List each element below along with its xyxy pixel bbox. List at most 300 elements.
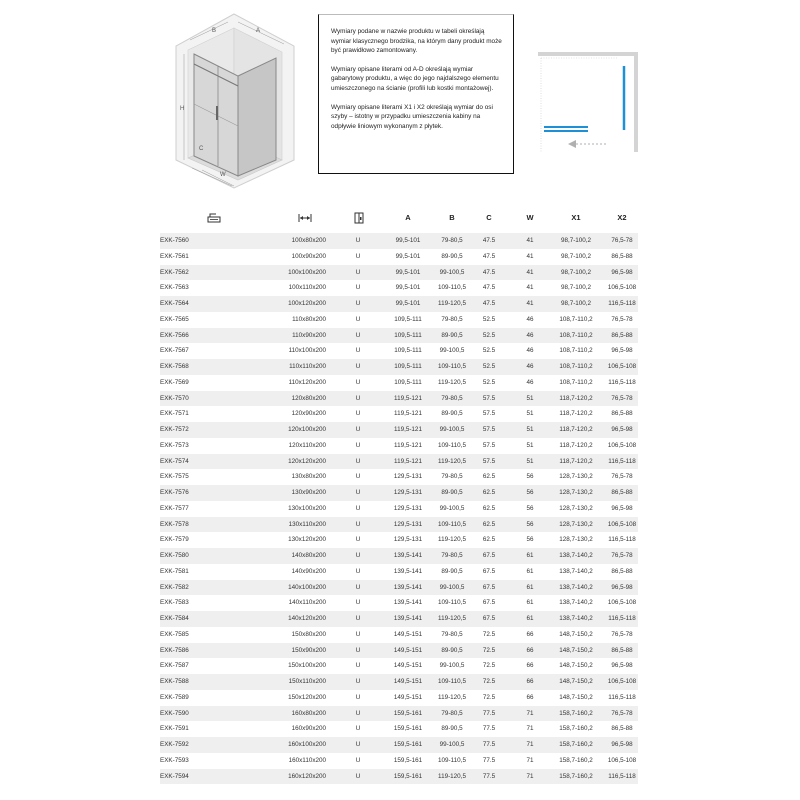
dim-label-c: C — [199, 146, 204, 152]
dim-a-cell: 159,5-161 — [393, 756, 423, 764]
dim-x2-cell: 106,5-108 — [607, 284, 637, 292]
dim-a-cell: 149,5-151 — [393, 662, 423, 670]
table-header-row — [160, 203, 638, 233]
dim-x1-cell: 148,7-150,2 — [559, 678, 593, 685]
product-code-cell: EXK-7564 — [160, 300, 189, 307]
table-row — [160, 706, 638, 722]
dim-c-cell: 47.5 — [482, 268, 496, 276]
tray-dimensions-cell: 110x120x200 — [288, 378, 326, 386]
dim-w-cell: 61 — [526, 615, 534, 622]
dim-x2-cell: 106,5-108 — [607, 520, 637, 528]
dim-c-cell: 72.5 — [482, 662, 496, 670]
dim-x1-cell: 118,7-120,2 — [559, 410, 593, 418]
dim-w-cell: 41 — [526, 268, 534, 276]
product-code-cell: EXK-7576 — [160, 489, 189, 496]
dim-x2-cell: 76,5-78 — [611, 473, 633, 481]
dim-c-cell: 77.5 — [482, 725, 496, 733]
dim-b-cell: 99-100,5 — [439, 662, 465, 670]
profile-type-cell: U — [355, 630, 361, 638]
table-row — [160, 769, 638, 785]
dim-a-cell: 149,5-151 — [393, 646, 423, 654]
dim-w-cell: 71 — [526, 772, 534, 780]
direction-arrow-icon — [568, 140, 576, 148]
profile-type-cell: U — [355, 662, 361, 670]
dim-x1-cell: 158,7-160,2 — [559, 725, 593, 733]
profile-type-cell: U — [355, 315, 361, 323]
profile-type-cell: U — [355, 394, 361, 402]
dim-b-cell: 99-100,5 — [439, 583, 465, 591]
dim-x2-cell: 116,5-118 — [608, 536, 636, 544]
table-row — [160, 674, 638, 690]
dim-x1-cell: 148,7-150,2 — [559, 630, 593, 638]
table-row — [160, 422, 638, 438]
dim-a-cell: 129,5-131 — [393, 536, 423, 544]
dim-x2-cell: 86,5-88 — [611, 410, 633, 418]
dim-c-cell: 77.5 — [482, 741, 496, 748]
tray-dimensions-cell: 120x90x200 — [291, 410, 326, 418]
table-row — [160, 265, 638, 281]
dim-label-w: W — [220, 172, 226, 178]
dim-c-cell: 67.5 — [482, 615, 496, 622]
dim-c-cell: 62.5 — [482, 536, 496, 544]
dim-x2-cell: 96,5-98 — [611, 583, 633, 591]
dim-a-cell: 129,5-131 — [393, 473, 423, 481]
dim-label-b: B — [212, 28, 217, 34]
profile-type-cell: U — [355, 441, 361, 449]
table-row — [160, 391, 638, 407]
product-code-cell: EXK-7589 — [160, 693, 189, 701]
dim-w-cell: 46 — [526, 347, 534, 355]
tray-dimensions-cell: 120x100x200 — [288, 426, 326, 433]
tray-dimensions-cell: 110x90x200 — [292, 331, 326, 339]
dim-x2-cell: 86,5-88 — [611, 252, 633, 260]
dim-x2-cell: 86,5-88 — [611, 489, 633, 496]
dim-c-cell: 67.5 — [482, 583, 496, 591]
dim-x2-cell: 76,5-78 — [611, 394, 633, 402]
product-code-cell: EXK-7592 — [160, 741, 189, 748]
table-row — [160, 343, 638, 359]
door-profile-icon — [350, 203, 368, 233]
table-row — [160, 643, 638, 659]
tray-dimensions-cell: 150x110x200 — [288, 678, 326, 685]
product-code-cell: EXK-7586 — [160, 646, 189, 654]
profile-type-cell: U — [355, 599, 361, 607]
table-row — [160, 721, 638, 737]
dim-b-cell: 119-120,5 — [438, 772, 466, 780]
tray-dimensions-cell: 100x110x200 — [288, 284, 326, 292]
dim-a-cell: 99,5-101 — [395, 237, 421, 244]
product-code-cell: EXK-7565 — [160, 315, 189, 323]
table-row — [160, 501, 638, 517]
product-code-cell: EXK-7561 — [160, 252, 189, 260]
profile-type-cell: U — [355, 284, 361, 292]
dim-x1-cell: 118,7-120,2 — [559, 441, 593, 449]
dim-c-cell: 52.5 — [482, 347, 496, 355]
dim-b-cell: 79-80,5 — [441, 315, 463, 323]
dim-c-cell: 77.5 — [482, 709, 496, 717]
dim-x2-cell: 76,5-78 — [611, 630, 633, 638]
table-row — [160, 611, 638, 627]
dim-b-cell: 89-90,5 — [441, 331, 463, 339]
product-code-cell: EXK-7572 — [160, 426, 189, 433]
dim-w-cell: 71 — [526, 741, 534, 748]
dim-w-cell: 66 — [526, 678, 534, 685]
tray-dimensions-cell: 130x110x200 — [288, 520, 326, 528]
tray-dimensions-cell: 160x80x200 — [291, 709, 326, 717]
dim-x2-cell: 96,5-98 — [611, 426, 633, 433]
product-code-cell: EXK-7577 — [160, 504, 189, 512]
table-row — [160, 469, 638, 485]
tray-dimensions-cell: 120x80x200 — [291, 394, 326, 402]
tray-dimensions-cell: 150x100x200 — [288, 662, 326, 670]
dim-c-cell: 57.5 — [482, 426, 496, 433]
product-code-cell: EXK-7581 — [160, 567, 189, 575]
dim-b-cell: 89-90,5 — [441, 489, 463, 496]
tray-dimensions-cell: 120x120x200 — [288, 457, 326, 465]
dim-b-cell: 119-120,5 — [438, 457, 466, 465]
tray-dimensions-cell: 150x80x200 — [291, 630, 326, 638]
profile-type-cell: U — [355, 504, 361, 512]
dim-c-cell: 47.5 — [482, 284, 496, 292]
dim-c-cell: 62.5 — [482, 504, 496, 512]
table-row — [160, 690, 638, 706]
dim-w-cell: 66 — [526, 662, 534, 670]
dim-b-cell: 89-90,5 — [441, 725, 463, 733]
dim-x1-cell: 108,7-110,2 — [559, 331, 593, 339]
table-row — [160, 595, 638, 611]
dim-w-cell: 56 — [526, 520, 534, 528]
dim-w-cell: 51 — [526, 441, 534, 449]
dim-w-cell: 46 — [526, 315, 534, 323]
dim-a-cell: 159,5-161 — [393, 709, 423, 717]
dim-a-cell: 159,5-161 — [393, 725, 423, 733]
dim-x1-cell: 108,7-110,2 — [559, 315, 593, 323]
profile-type-cell: U — [355, 378, 361, 386]
dim-a-cell: 139,5-141 — [393, 552, 423, 559]
table-row — [160, 438, 638, 454]
dim-x2-cell: 86,5-88 — [611, 725, 633, 733]
dim-x2-cell: 116,5-118 — [608, 615, 636, 622]
dim-w-cell: 46 — [526, 331, 534, 339]
dim-x1-cell: 98,7-100,2 — [560, 300, 592, 307]
dim-w-cell: 41 — [526, 284, 534, 292]
dim-w-cell: 56 — [526, 536, 534, 544]
dim-x1-cell: 128,7-130,2 — [559, 536, 593, 544]
table-row — [160, 375, 638, 391]
dim-x2-cell: 116,5-118 — [608, 300, 636, 307]
product-code-cell: EXK-7590 — [160, 709, 189, 717]
dim-a-cell: 109,5-111 — [394, 363, 422, 370]
dim-c-cell: 52.5 — [482, 363, 496, 370]
dim-a-cell: 119,5-121 — [394, 410, 422, 418]
dim-a-cell: 129,5-131 — [393, 520, 423, 528]
column-header-w: W — [526, 213, 534, 222]
dim-b-cell: 79-80,5 — [441, 630, 463, 638]
width-arrows-icon — [294, 203, 316, 233]
product-code-cell: EXK-7568 — [160, 363, 189, 370]
dim-c-cell: 62.5 — [482, 489, 496, 496]
dim-w-cell: 66 — [526, 693, 534, 701]
tray-dimensions-cell: 150x120x200 — [288, 693, 326, 701]
dim-w-cell: 51 — [526, 410, 534, 418]
dim-a-cell: 109,5-111 — [394, 315, 422, 323]
dim-x1-cell: 138,7-140,2 — [559, 567, 593, 575]
table-row — [160, 548, 638, 564]
dim-a-cell: 109,5-111 — [394, 331, 422, 339]
dim-w-cell: 61 — [526, 567, 534, 575]
dim-x2-cell: 116,5-118 — [608, 693, 636, 701]
tray-dimensions-cell: 140x100x200 — [288, 583, 326, 591]
profile-type-cell: U — [355, 693, 361, 701]
dim-b-cell: 79-80,5 — [441, 552, 463, 559]
tray-dimensions-cell: 150x90x200 — [291, 646, 326, 654]
dim-b-cell: 109-110,5 — [438, 363, 466, 370]
product-code-cell: EXK-7570 — [160, 394, 189, 402]
dim-b-cell: 79-80,5 — [441, 394, 463, 402]
dim-c-cell: 67.5 — [482, 552, 496, 559]
profile-type-cell: U — [355, 772, 361, 780]
dim-b-cell: 89-90,5 — [441, 252, 463, 260]
dim-x1-cell: 138,7-140,2 — [559, 615, 593, 622]
dim-x1-cell: 158,7-160,2 — [559, 709, 593, 717]
table-row — [160, 485, 638, 501]
dim-x2-cell: 96,5-98 — [611, 662, 633, 670]
dim-b-cell: 119-120,5 — [438, 536, 466, 544]
dim-c-cell: 67.5 — [482, 567, 496, 575]
dim-x1-cell: 128,7-130,2 — [559, 489, 593, 496]
dim-c-cell: 47.5 — [482, 237, 496, 244]
dimension-note-box — [318, 14, 514, 174]
profile-type-cell: U — [355, 457, 361, 465]
table-row — [160, 454, 638, 470]
dim-x2-cell: 96,5-98 — [611, 268, 633, 276]
note-paragraph-3: Wymiary opisane literami X1 i X2 określają wymiar do osi szyby – istotny w przypadku umieszczenia kabiny na odpływie liniowym wykonanym z płytek. — [331, 103, 493, 130]
dim-b-cell: 79-80,5 — [441, 237, 463, 244]
dim-a-cell: 99,5-101 — [395, 268, 421, 276]
tray-dimensions-cell: 100x120x200 — [288, 300, 326, 307]
dim-c-cell: 57.5 — [482, 457, 496, 465]
profile-type-cell: U — [355, 347, 361, 355]
dim-x1-cell: 158,7-160,2 — [559, 772, 593, 780]
dim-b-cell: 89-90,5 — [441, 567, 463, 575]
dimensions-table — [160, 203, 638, 784]
table-row — [160, 233, 638, 249]
dim-c-cell: 57.5 — [482, 441, 496, 449]
tray-dimensions-cell: 140x90x200 — [291, 567, 326, 575]
dim-x2-cell: 96,5-98 — [611, 504, 633, 512]
dim-x1-cell: 108,7-110,2 — [559, 363, 593, 370]
product-code-cell: EXK-7573 — [160, 441, 189, 449]
product-code-cell: EXK-7560 — [160, 237, 189, 244]
dim-c-cell: 62.5 — [482, 473, 496, 481]
dim-x2-cell: 86,5-88 — [611, 646, 633, 654]
tray-dimensions-cell: 140x120x200 — [288, 615, 326, 622]
dim-a-cell: 139,5-141 — [393, 567, 423, 575]
dim-w-cell: 71 — [526, 756, 534, 764]
dim-a-cell: 119,5-121 — [394, 457, 422, 465]
dim-w-cell: 46 — [526, 378, 534, 386]
profile-type-cell: U — [355, 237, 361, 244]
dim-c-cell: 47.5 — [482, 252, 496, 260]
dim-x1-cell: 98,7-100,2 — [560, 237, 592, 244]
dim-x2-cell: 116,5-118 — [608, 772, 636, 780]
dim-b-cell: 119-120,5 — [438, 615, 466, 622]
dim-w-cell: 41 — [526, 300, 534, 307]
tray-dimensions-cell: 130x120x200 — [288, 536, 326, 544]
tray-dimensions-cell: 130x80x200 — [291, 473, 326, 481]
product-code-cell: EXK-7567 — [160, 347, 189, 355]
profile-type-cell: U — [355, 615, 361, 622]
product-code-cell: EXK-7585 — [160, 630, 189, 638]
profile-type-cell: U — [355, 552, 361, 559]
dim-c-cell: 47.5 — [482, 300, 496, 307]
dim-b-cell: 119-120,5 — [438, 300, 466, 307]
dim-x1-cell: 128,7-130,2 — [559, 473, 593, 481]
dim-label-a: A — [256, 28, 261, 34]
dim-x1-cell: 148,7-150,2 — [559, 646, 593, 654]
profile-type-cell: U — [355, 410, 361, 418]
dim-a-cell: 109,5-111 — [394, 347, 422, 355]
tray-dimensions-cell: 160x90x200 — [291, 725, 326, 733]
profile-type-cell: U — [355, 725, 361, 733]
dim-b-cell: 79-80,5 — [441, 473, 463, 481]
column-header-a: A — [405, 213, 411, 222]
product-code-cell: EXK-7588 — [160, 678, 189, 685]
dim-b-cell: 99-100,5 — [439, 426, 465, 433]
product-code-cell: EXK-7593 — [160, 756, 189, 764]
dim-x1-cell: 128,7-130,2 — [559, 504, 593, 512]
tray-dimensions-cell: 160x100x200 — [288, 741, 326, 748]
profile-type-cell: U — [355, 300, 361, 307]
tray-dimensions-cell: 160x110x200 — [288, 756, 326, 764]
dim-a-cell: 159,5-161 — [393, 741, 423, 748]
tray-dimensions-cell: 100x90x200 — [291, 252, 326, 260]
dim-a-cell: 129,5-131 — [393, 504, 423, 512]
dim-b-cell: 89-90,5 — [441, 410, 463, 418]
product-code-cell: EXK-7591 — [160, 725, 189, 733]
table-body — [160, 233, 638, 784]
table-row — [160, 753, 638, 769]
profile-type-cell: U — [355, 426, 361, 433]
profile-type-cell: U — [355, 536, 361, 544]
dim-x1-cell: 148,7-150,2 — [559, 693, 593, 701]
dim-b-cell: 99-100,5 — [439, 504, 465, 512]
dim-x1-cell: 118,7-120,2 — [559, 394, 593, 402]
profile-type-cell: U — [355, 678, 361, 685]
product-code-cell: EXK-7580 — [160, 552, 189, 559]
profile-type-cell: U — [355, 473, 361, 481]
dim-x2-cell: 86,5-88 — [611, 567, 633, 575]
dim-x1-cell: 98,7-100,2 — [560, 284, 592, 292]
table-row — [160, 312, 638, 328]
note-paragraph-2: Wymiary opisane literami od A-D określają wymiar gabarytowy produktu, a więc do jego najdalszego elementu umieszczonego na ścianie (profili lub kostki montażowej). — [331, 65, 499, 92]
product-code-cell: EXK-7583 — [160, 599, 189, 607]
tray-dimensions-cell: 140x80x200 — [291, 552, 326, 559]
dim-x2-cell: 106,5-108 — [607, 599, 637, 607]
dim-b-cell: 109-110,5 — [438, 756, 466, 764]
dim-c-cell: 77.5 — [482, 772, 496, 780]
dim-w-cell: 61 — [526, 599, 534, 607]
dim-b-cell: 109-110,5 — [438, 520, 466, 528]
profile-type-cell: U — [355, 583, 361, 591]
table-row — [160, 359, 638, 375]
dim-c-cell: 52.5 — [482, 331, 496, 339]
dim-a-cell: 119,5-121 — [394, 426, 422, 433]
dim-a-cell: 149,5-151 — [393, 693, 423, 701]
tray-dimensions-cell: 110x100x200 — [288, 347, 326, 355]
dim-c-cell: 77.5 — [482, 756, 496, 764]
dim-b-cell: 109-110,5 — [438, 284, 466, 292]
dim-c-cell: 52.5 — [482, 315, 496, 323]
product-code-cell: EXK-7571 — [160, 410, 189, 418]
dim-c-cell: 57.5 — [482, 394, 496, 402]
dim-b-cell: 99-100,5 — [439, 741, 465, 748]
shower-tray-icon — [204, 203, 224, 233]
dim-x1-cell: 118,7-120,2 — [559, 426, 593, 433]
dim-b-cell: 89-90,5 — [441, 646, 463, 654]
dim-x1-cell: 138,7-140,2 — [559, 599, 593, 607]
dim-x2-cell: 76,5-78 — [611, 552, 633, 559]
tray-dimensions-cell: 100x100x200 — [288, 268, 326, 276]
profile-type-cell: U — [355, 268, 361, 276]
product-code-cell: EXK-7562 — [160, 268, 189, 276]
dim-w-cell: 56 — [526, 504, 534, 512]
product-code-cell: EXK-7578 — [160, 520, 189, 528]
column-header-x1: X1 — [571, 213, 581, 222]
profile-type-cell: U — [355, 646, 361, 654]
product-code-cell: EXK-7587 — [160, 662, 189, 670]
tray-dimensions-cell: 100x80x200 — [291, 237, 326, 244]
cabin-plan-view-drawing — [538, 52, 638, 152]
dim-w-cell: 56 — [526, 489, 534, 496]
dim-x1-cell: 138,7-140,2 — [559, 552, 593, 559]
dim-x1-cell: 108,7-110,2 — [559, 347, 593, 355]
dim-x2-cell: 116,5-118 — [608, 457, 636, 465]
cabin-isometric-drawing — [172, 10, 297, 192]
table-row — [160, 580, 638, 596]
dim-b-cell: 99-100,5 — [439, 347, 465, 355]
column-header-b: B — [449, 213, 455, 222]
product-code-cell: EXK-7574 — [160, 457, 189, 465]
dim-a-cell: 99,5-101 — [395, 284, 421, 292]
table-row — [160, 737, 638, 753]
dim-w-cell: 66 — [526, 630, 534, 638]
table-row — [160, 296, 638, 312]
dim-w-cell: 71 — [526, 709, 534, 717]
tray-dimensions-cell: 160x120x200 — [288, 772, 326, 780]
table-row — [160, 517, 638, 533]
profile-type-cell: U — [355, 709, 361, 717]
table-row — [160, 406, 638, 422]
dim-a-cell: 119,5-121 — [394, 394, 422, 402]
dim-b-cell: 109-110,5 — [438, 441, 466, 449]
note-paragraph-1: Wymiary podane w nazwie produktu w tabeli określają wymiar klasycznego brodzika, na którym dany produkt może być prawidłowo zamontowany. — [331, 28, 502, 55]
dim-x2-cell: 96,5-98 — [611, 347, 633, 355]
profile-type-cell: U — [355, 252, 361, 260]
tray-dimensions-cell: 140x110x200 — [288, 599, 326, 607]
dim-c-cell: 52.5 — [482, 378, 496, 386]
dim-x1-cell: 158,7-160,2 — [559, 741, 593, 748]
tray-dimensions-cell: 110x80x200 — [292, 315, 326, 323]
dim-x1-cell: 128,7-130,2 — [559, 520, 593, 528]
dim-c-cell: 67.5 — [482, 599, 496, 607]
product-code-cell: EXK-7566 — [160, 331, 189, 339]
dim-w-cell: 51 — [526, 394, 534, 402]
dim-w-cell: 41 — [526, 237, 534, 244]
profile-type-cell: U — [355, 756, 361, 764]
dim-c-cell: 72.5 — [482, 646, 496, 654]
dim-b-cell: 119-120,5 — [438, 378, 466, 386]
